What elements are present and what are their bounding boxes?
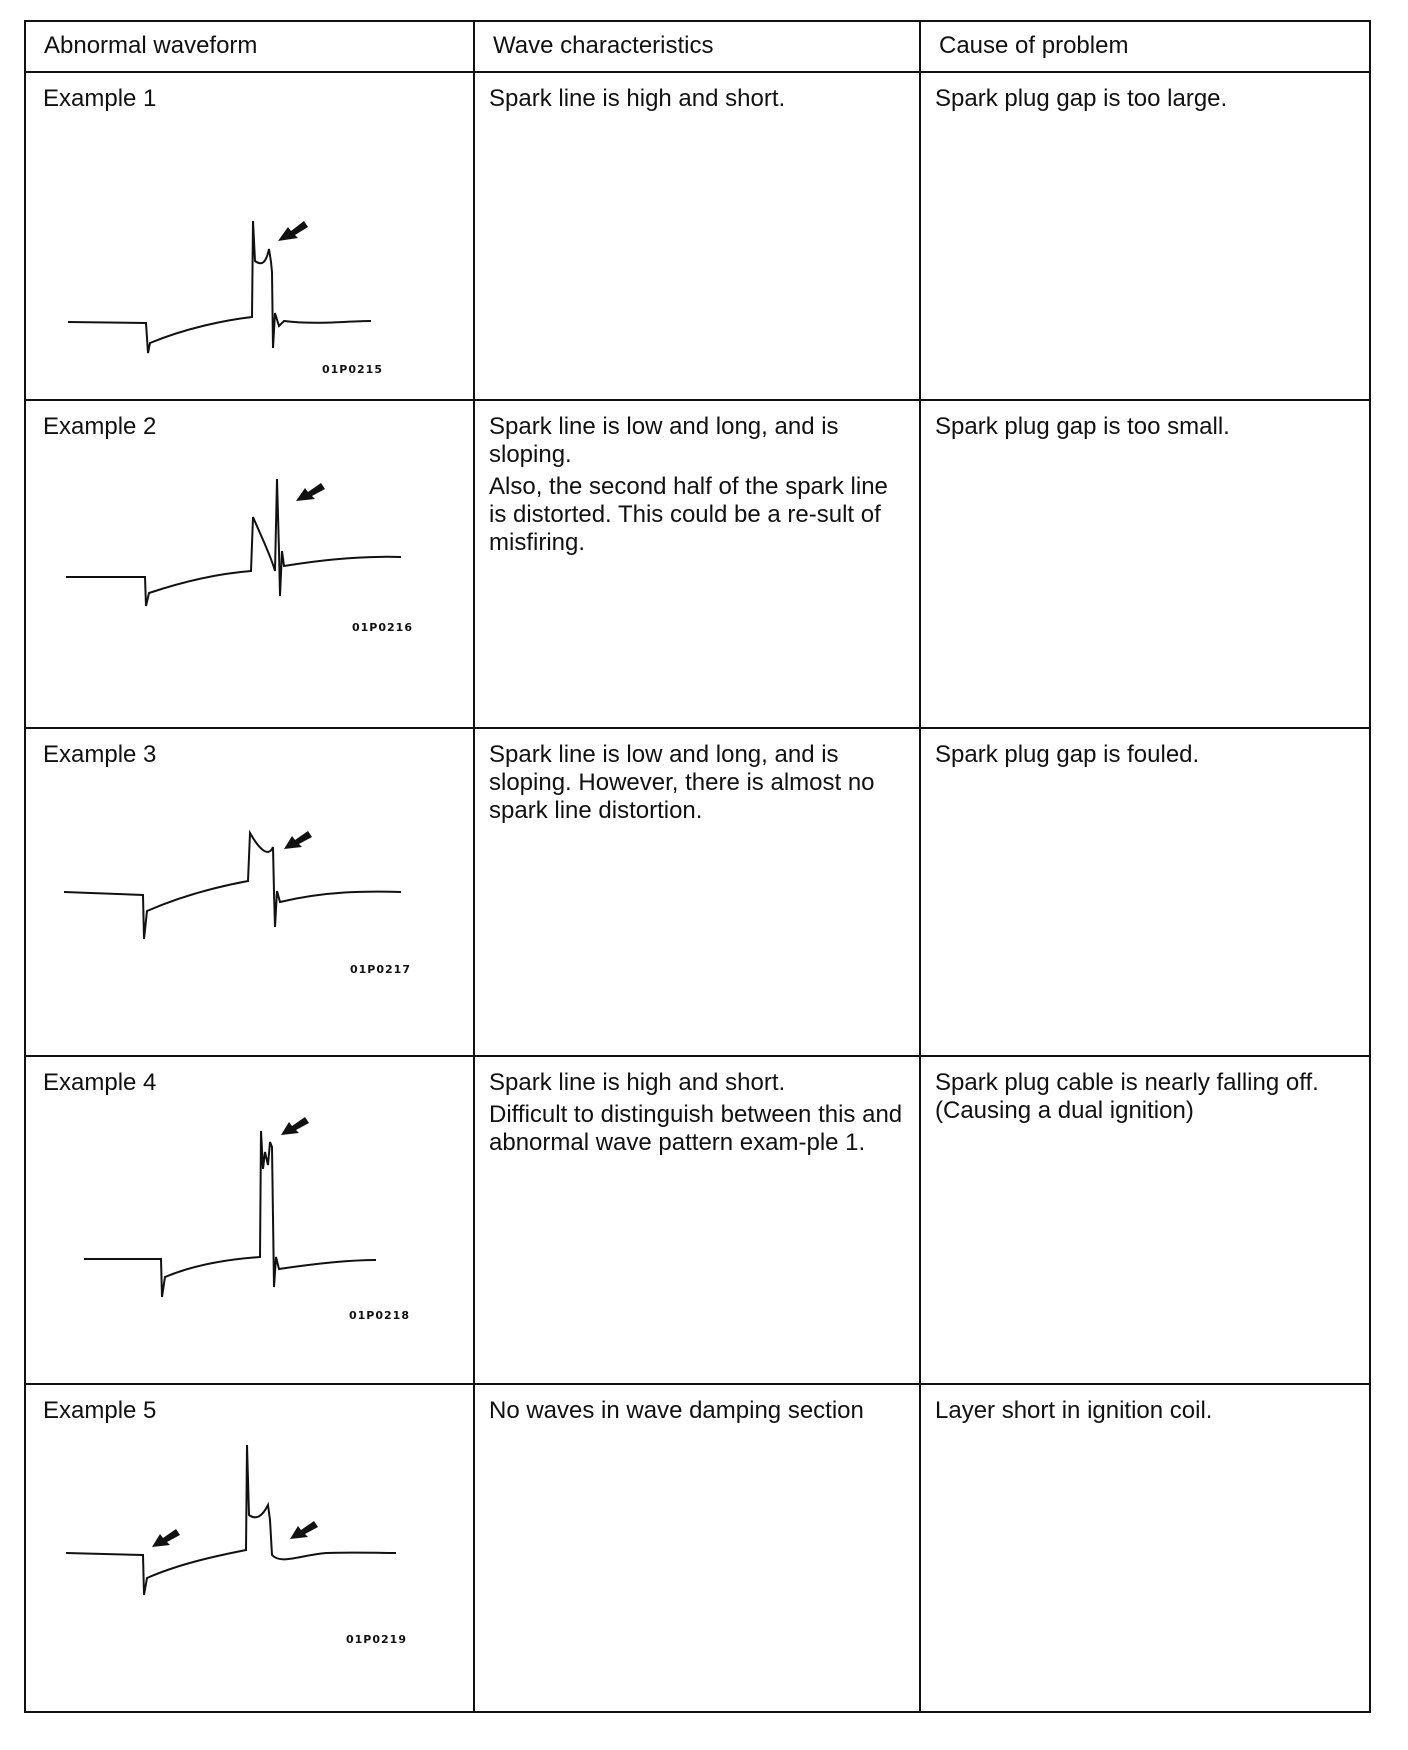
- characteristics-text: Spark line is low and long, and is sloping.: [489, 413, 839, 468]
- characteristics-text: Also, the second half of the spark line is distorted. This could be a re-sult of misfiring.: [489, 473, 888, 556]
- table-row: [25, 1056, 1370, 1384]
- header-row: [25, 21, 1370, 72]
- table-row: [25, 400, 1370, 728]
- cause-cell: [920, 400, 1370, 728]
- waveform-cell: [25, 1384, 474, 1712]
- arrow-icon: [281, 1117, 309, 1135]
- table-row: [25, 1384, 1370, 1712]
- figure-code: 01P0218: [349, 1309, 410, 1322]
- table-row: [25, 728, 1370, 1056]
- figure-code: 01P0215: [322, 363, 383, 376]
- waveform-trace: [64, 833, 401, 939]
- example-label: Example 1: [43, 85, 157, 112]
- cause-text: Spark plug gap is too large.: [935, 85, 1228, 112]
- arrow-icon: [284, 831, 312, 849]
- arrow-icon: [296, 483, 325, 501]
- waveform-trace: [84, 1131, 376, 1297]
- header-cause-of-problem: Cause of problem: [920, 21, 1370, 72]
- waveform-trace: [66, 479, 401, 606]
- figure-code: 01P0216: [352, 621, 413, 634]
- characteristics-cell: [474, 400, 920, 728]
- header-abnormal-waveform: Abnormal waveform: [25, 21, 474, 72]
- table-row: [25, 72, 1370, 400]
- cause-cell: [920, 72, 1370, 400]
- cause-text: Spark plug cable is nearly falling off. (Causing a dual ignition): [935, 1069, 1319, 1124]
- characteristics-text: Spark line is low and long, and is sloping. However, there is almost no spark line distortion.: [489, 741, 875, 824]
- characteristics-text: Spark line is high and short.: [489, 85, 786, 112]
- characteristics-text: Difficult to distinguish between this and abnormal wave pattern exam-ple 1.: [489, 1101, 903, 1156]
- waveform-figure: [26, 401, 473, 727]
- figure-code: 01P0219: [346, 1633, 407, 1646]
- cause-text: Layer short in ignition coil.: [935, 1397, 1213, 1424]
- waveform-cell: [25, 728, 474, 1056]
- waveform-cell: [25, 400, 474, 728]
- waveform-cell: [25, 72, 474, 400]
- figure-code: 01P0217: [350, 963, 411, 976]
- arrow-icon: [152, 1529, 180, 1547]
- characteristics-text: Spark line is high and short.: [489, 1069, 786, 1096]
- cause-text: Spark plug gap is too small.: [935, 413, 1230, 440]
- waveform-table: [24, 20, 1371, 1713]
- example-label: Example 4: [43, 1069, 157, 1096]
- waveform-cell: [25, 1056, 474, 1384]
- cause-cell: [920, 1056, 1370, 1384]
- example-label: Example 2: [43, 413, 157, 440]
- arrow-icon: [290, 1521, 318, 1539]
- cause-cell: [920, 728, 1370, 1056]
- example-label: Example 3: [43, 741, 157, 768]
- waveform-figure: [26, 1385, 473, 1711]
- characteristics-cell: [474, 72, 920, 400]
- cause-text: Spark plug gap is fouled.: [935, 741, 1200, 768]
- example-label: Example 5: [43, 1397, 157, 1424]
- waveform-trace: [66, 1445, 396, 1595]
- characteristics-cell: [474, 1384, 920, 1712]
- waveform-figure: [26, 73, 473, 399]
- cause-cell: [920, 1384, 1370, 1712]
- waveform-figure: [26, 729, 473, 1055]
- characteristics-cell: [474, 1056, 920, 1384]
- characteristics-text: No waves in wave damping section: [489, 1397, 864, 1424]
- waveform-trace: [68, 221, 371, 353]
- arrow-icon: [278, 221, 308, 241]
- waveform-figure: [26, 1057, 473, 1383]
- characteristics-cell: [474, 728, 920, 1056]
- header-wave-characteristics: Wave characteristics: [474, 21, 920, 72]
